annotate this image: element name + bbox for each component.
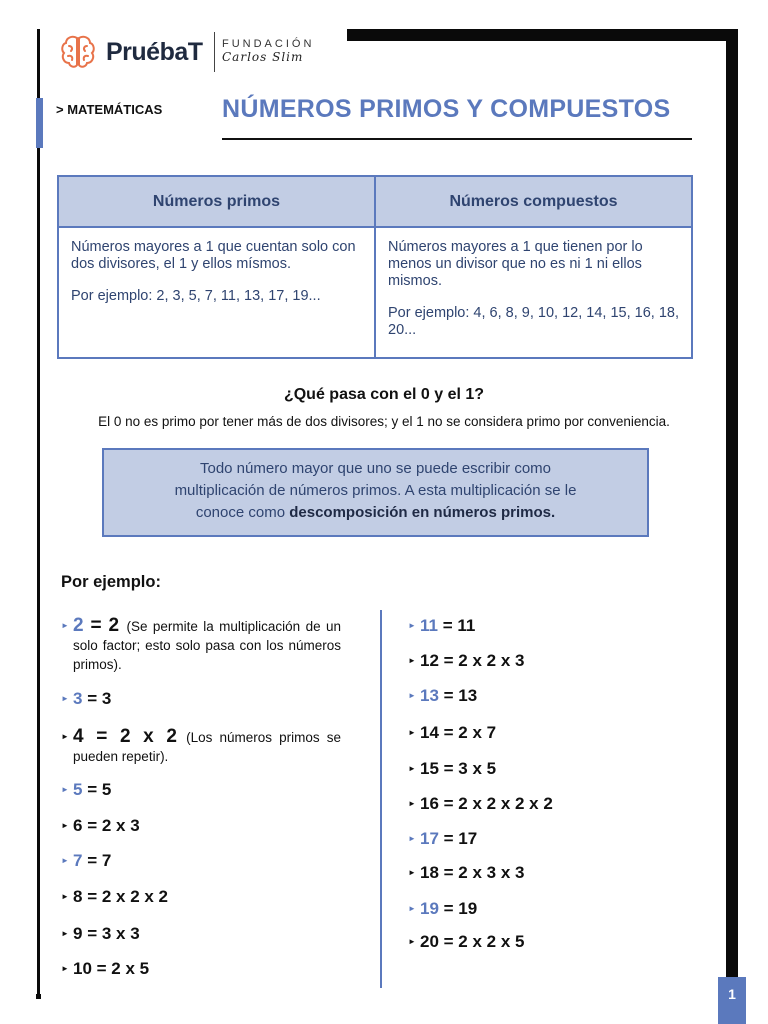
bullet-arrow-icon: ► xyxy=(408,764,416,773)
example-result: = 11 xyxy=(437,616,476,635)
example-equation xyxy=(73,887,168,907)
example-item xyxy=(408,863,524,883)
bullet-arrow-icon: ► xyxy=(408,868,416,877)
bullet-arrow-icon: ► xyxy=(61,732,69,741)
example-number: 4 xyxy=(73,726,84,747)
example-number: 8 xyxy=(73,887,83,906)
frame-left-line xyxy=(37,29,40,999)
example-equation xyxy=(420,616,475,636)
bullet-arrow-icon: ► xyxy=(408,937,416,946)
frame-right-bar xyxy=(726,29,738,1024)
example-number: 12 xyxy=(420,651,439,670)
foundation-label: FUNDACIÓN xyxy=(222,38,315,50)
question-title: ¿Qué pasa con el 0 y el 1? xyxy=(283,386,485,403)
example-item xyxy=(408,899,477,919)
example-item xyxy=(61,959,149,979)
composites-description: Números mayores a 1 que tienen por lo menos un divisor que no es ni 1 ni ellos mismos. xyxy=(388,239,643,289)
example-item xyxy=(61,727,341,766)
brain-icon xyxy=(58,32,98,72)
page-number: 1 xyxy=(718,977,746,1024)
example-with-note xyxy=(73,616,341,674)
bullet-arrow-icon: ► xyxy=(61,785,69,794)
example-equation xyxy=(73,924,140,944)
examples-heading: Por ejemplo: xyxy=(61,573,161,591)
example-item xyxy=(408,651,524,671)
example-item xyxy=(61,816,140,836)
example-number: 17 xyxy=(420,829,439,848)
example-equation xyxy=(73,780,111,800)
callout-line-2: multiplicación de números primos. A esta multiplicación se le xyxy=(174,482,577,499)
bullet-arrow-icon: ► xyxy=(61,621,69,630)
callout-box xyxy=(102,448,649,537)
table-header-row xyxy=(58,176,692,227)
callout-line-3-text: conoce como xyxy=(195,504,290,521)
example-item xyxy=(61,689,111,709)
primes-description: Números mayores a 1 que cuentan solo con dos divisores, el 1 y ellos mísmos. xyxy=(71,239,356,272)
example-with-note xyxy=(73,727,341,766)
example-result: = 3 xyxy=(82,689,112,708)
example-item xyxy=(408,616,475,636)
example-equation xyxy=(420,863,524,883)
example-equation xyxy=(73,851,111,871)
composites-example: Por ejemplo: 4, 6, 8, 9, 10, 12, 14, 15, 16, 18, 20... xyxy=(388,305,679,338)
bullet-arrow-icon: ► xyxy=(61,964,69,973)
example-result: = 3 x 3 xyxy=(82,924,140,943)
example-number: 3 xyxy=(73,689,83,708)
example-number: 2 xyxy=(73,615,84,636)
example-item xyxy=(408,723,496,743)
example-equation xyxy=(420,899,477,919)
page-title: NÚMEROS PRIMOS Y COMPUESTOS xyxy=(222,95,671,123)
example-result: = 2 x 5 xyxy=(91,959,150,978)
example-number: 20 xyxy=(420,932,439,951)
example-number: 7 xyxy=(73,851,83,870)
example-equation xyxy=(73,726,177,747)
section-label: > MATEMÁTICAS xyxy=(56,102,163,117)
example-number: 13 xyxy=(420,686,439,705)
example-number: 19 xyxy=(420,899,439,918)
example-equation xyxy=(420,651,524,671)
foundation-logo xyxy=(222,38,314,64)
example-number: 14 xyxy=(420,723,439,742)
example-result: = 2 x 3 xyxy=(82,816,140,835)
example-result: = 7 xyxy=(82,851,112,870)
bullet-arrow-icon: ► xyxy=(61,929,69,938)
composites-cell xyxy=(375,227,692,358)
example-equation xyxy=(420,686,477,706)
callout-line-1: Todo número mayor que uno se puede escribir como xyxy=(199,460,552,477)
frame-left-dot xyxy=(36,994,41,999)
example-number: 16 xyxy=(420,794,439,813)
example-equation xyxy=(73,689,111,709)
example-note: (Los números primos se pueden repetir). xyxy=(73,730,341,764)
bullet-arrow-icon: ► xyxy=(408,691,416,700)
example-result: = 3 x 5 xyxy=(438,759,497,778)
example-equation xyxy=(420,932,524,952)
definitions-table xyxy=(57,175,693,359)
primes-cell xyxy=(58,227,375,358)
example-number: 5 xyxy=(73,780,83,799)
frame-left-accent xyxy=(36,98,43,148)
example-equation xyxy=(73,615,119,636)
example-item xyxy=(408,759,496,779)
example-result: = 2 x 2 x 5 xyxy=(438,932,525,951)
example-result: = 2 xyxy=(83,615,120,636)
primes-example: Por ejemplo: 2, 3, 5, 7, 11, 13, 17, 19... xyxy=(71,288,321,304)
example-result: = 2 x 2 x 2 x 2 xyxy=(438,794,553,813)
bullet-arrow-icon: ► xyxy=(408,904,416,913)
example-item xyxy=(61,887,168,907)
bullet-arrow-icon: ► xyxy=(408,799,416,808)
example-equation xyxy=(420,794,553,814)
logo-separator xyxy=(214,32,215,72)
example-result: = 2 x 2 xyxy=(83,726,177,747)
frame-top-bar xyxy=(347,29,738,41)
title-underline xyxy=(222,138,692,140)
example-number: 10 xyxy=(73,959,92,978)
example-equation xyxy=(420,723,496,743)
bullet-arrow-icon: ► xyxy=(61,856,69,865)
example-item xyxy=(61,851,111,871)
example-equation xyxy=(420,759,496,779)
example-number: 15 xyxy=(420,759,439,778)
example-number: 6 xyxy=(73,816,83,835)
bullet-arrow-icon: ► xyxy=(408,728,416,737)
example-item xyxy=(408,829,477,849)
question-text: El 0 no es primo por tener más de dos divisores; y el 1 no se considera primo por conveniencia. xyxy=(98,414,670,429)
example-result: = 2 x 2 x 3 xyxy=(438,651,525,670)
bullet-arrow-icon: ► xyxy=(408,656,416,665)
column-separator xyxy=(380,610,382,988)
example-equation xyxy=(73,816,140,836)
example-number: 9 xyxy=(73,924,83,943)
example-result: = 19 xyxy=(438,899,478,918)
example-item xyxy=(61,616,341,674)
table-row xyxy=(58,227,692,358)
example-result: = 13 xyxy=(438,686,478,705)
example-equation xyxy=(420,829,477,849)
bullet-arrow-icon: ► xyxy=(408,621,416,630)
example-number: 18 xyxy=(420,863,439,882)
bullet-arrow-icon: ► xyxy=(408,834,416,843)
example-result: = 2 x 2 x 2 xyxy=(82,887,169,906)
bullet-arrow-icon: ► xyxy=(61,821,69,830)
example-equation xyxy=(73,959,149,979)
example-item xyxy=(61,780,111,800)
callout-emphasis: descomposición en números primos. xyxy=(289,504,556,521)
composites-heading: Números compuestos xyxy=(375,176,692,227)
example-result: = 2 x 7 xyxy=(438,723,497,742)
brand-name: PruébaT xyxy=(106,37,203,66)
primes-heading: Números primos xyxy=(58,176,375,227)
bullet-arrow-icon: ► xyxy=(61,694,69,703)
example-item xyxy=(408,686,477,706)
example-result: = 17 xyxy=(438,829,478,848)
example-result: = 5 xyxy=(82,780,112,799)
pruebat-logo xyxy=(58,32,203,72)
example-note: (Se permite la multiplicación de un solo factor; esto solo pasa con los números primos). xyxy=(73,619,341,672)
example-item xyxy=(408,932,524,952)
example-result: = 2 x 3 x 3 xyxy=(438,863,525,882)
foundation-signature: Carlos Slim xyxy=(222,50,304,64)
example-item xyxy=(61,924,140,944)
bullet-arrow-icon: ► xyxy=(61,892,69,901)
example-item xyxy=(408,794,553,814)
example-number: 11 xyxy=(420,616,438,635)
callout-line-3 xyxy=(104,502,647,524)
